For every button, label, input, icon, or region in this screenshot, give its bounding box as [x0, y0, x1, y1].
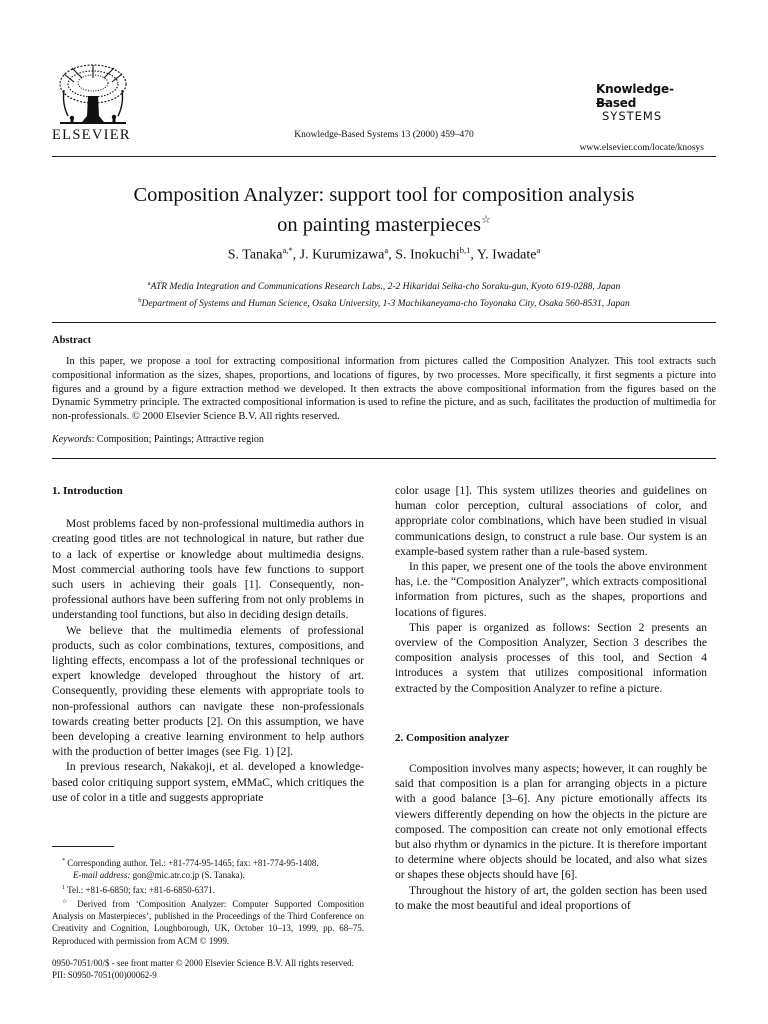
journal-logo — [596, 82, 712, 123]
affiliation-line — [0, 294, 768, 311]
page-footer — [52, 957, 354, 981]
keywords — [52, 434, 264, 445]
footnote-derived-from — [52, 896, 364, 947]
affiliation-line — [0, 277, 768, 294]
section-heading-introduction: 1. Introduction — [52, 485, 123, 497]
email-address[interactable]: gon@mic.atr.co.jp (S. Tanaka). — [130, 870, 245, 881]
author-separator: , — [292, 247, 300, 263]
author-separator: , — [388, 247, 396, 263]
journal-logo-subtitle: SYSTEMS — [602, 109, 663, 123]
title-line-1: Composition Analyzer: support tool for composition analysis — [133, 184, 635, 206]
affiliation-text: Department of Systems and Human Science, Osaka University, 1-3 Machikaneyama-cho Toyonaka City, Osaka 560-8531, Japan — [141, 299, 630, 310]
affiliations — [0, 277, 768, 311]
keywords-label: Keywords — [52, 434, 92, 445]
author-separator: , — [470, 247, 477, 263]
affiliation-text: ATR Media Integration and Communications Research Labs., 2-2 Hikaridai Seika-cho Soraku-gun, Kyoto 619-0288, Japan — [150, 282, 621, 293]
section-heading-composition-analyzer: 2. Composition analyzer — [395, 731, 509, 744]
journal-url[interactable]: www.elsevier.com/locate/knosys — [579, 143, 704, 153]
author-affiliation-mark: a — [384, 245, 389, 255]
paper-title — [60, 183, 708, 238]
author-name: Y. Iwadate — [476, 247, 537, 263]
footnote-divider — [52, 846, 114, 847]
footnote-telephone — [52, 882, 364, 896]
author-affiliation-mark: a — [536, 245, 541, 255]
affiliation-mark: a — [147, 280, 151, 287]
elsevier-tree-icon — [52, 60, 134, 126]
footnote-mark: * — [62, 858, 65, 864]
footnote-mark: 1 — [62, 884, 65, 891]
paragraph: In previous research, Nakakoji, et al. developed a knowledge-based color critiquing support system, eMMaC, which critiques the use of color in a title and suggests appropriate — [52, 761, 364, 804]
affiliation-mark: b — [138, 297, 142, 305]
left-column — [52, 484, 364, 806]
footnotes — [52, 855, 364, 947]
footnote-text: Corresponding author. Tel.: +81-774-95-1465; fax: +81-774-95-1408. — [67, 858, 319, 868]
author-affiliation-mark: a,* — [282, 245, 293, 255]
publisher-name: ELSEVIER — [52, 127, 131, 143]
journal-logo-title: Knowledge-Based — [596, 82, 674, 110]
copyright-line: 0950-7051/00/$ - see front matter © 2000 Elsevier Science B.V. All rights reserved. — [52, 958, 354, 968]
footnote-email — [52, 869, 364, 881]
paragraph: This paper is organized as follows: Section 2 presents an overview of the Composition Analyzer, Section 3 describes the composition analysis processes of this tool, and Section 4 introduces a system that utilizes compositional information extracted by the Composition Analyzer to refine a picture. — [395, 621, 707, 695]
paragraph: In this paper, we present one of the tools the above environment has, i.e. the “Composition Analyzer”, which extracts compositional information from pictures, such as the shapes, proportions and locations of figures. — [395, 561, 707, 619]
paragraph: color usage [1]. This system utilizes theories and guidelines on human color perception, cultural associations of color, and appropriate color combinations, which have been studied in visual communications design, to construct a rule base. Our system is an example-based system rather than a rule-based system. — [395, 485, 707, 558]
footnote-text: Derived from ‘Composition Analyzer: Computer Supported Composition Analysis on Masterpieces’, published in the Proceedings of the Third Conference on Creativity and Cognition, Loughborough, UK, October 10–13, 1999, pp. 68–75. Reproduced with permission from ACM © 1999. — [52, 898, 364, 946]
journal-citation: Knowledge-Based Systems 13 (2000) 459–470 — [294, 130, 474, 140]
email-label: E-mail address: — [73, 870, 131, 881]
paragraph: Most problems faced by non-professional multimedia authors in creating good titles are not technological in nature, but rather due to a lack of expertise or knowledge about multimedia designs. Most commercial authoring tools have few functions to support such users in achieving their goals [1]. Consequently, non-professional authors have been suffering from not only problems in understanding tool functions, but also in deciding design details. — [52, 518, 364, 622]
footnote-text: Tel.: +81-6-6850; fax: +81-6-6850-6371. — [67, 884, 215, 895]
paragraph: Throughout the history of art, the golden section has been used to make the most beautiful and ideal proportions of — [395, 884, 707, 912]
abstract-body: In this paper, we propose a tool for extracting compositional information from pictures called the Composition Analyzer. This tool extracts such compositional information as the sizes, shapes, proportions, and locations of figures, by two processes. More specifically, it first segments a picture into figures and a ground by a figure extraction method we developed. It then extracts the above compositional information from the figures based on the Dynamic Symmetry principle. The extracted compositional information is used to refine the picture, and as such, facilitates the production of multimedia for non-professionals. © 2000 Elsevier Science B.V. All rights reserved. — [52, 356, 716, 423]
author-name: S. Inokuchi — [395, 247, 460, 263]
paragraph: Composition involves many aspects; however, it can roughly be said that composition is a plan for arranging objects in a picture with a good balance [3–6]. Any picture emotionally affects its viewers differently depending on how the objects in the picture are composed. The composition can create not only emotional effects but also rhythm or dynamics in the picture. It is therefore important to determine where objects should be located, and also what sizes or shapes these objects should have [6]. — [395, 763, 707, 882]
journal-logo-rule — [596, 103, 608, 104]
right-column — [395, 484, 707, 914]
footnote-corresponding-author — [52, 855, 364, 869]
author-name: S. Tanaka — [227, 247, 283, 263]
title-footnote-mark: ☆ — [480, 214, 491, 226]
keywords-list: : Composition; Paintings; Attractive region — [91, 434, 264, 445]
pii-line: PII: S0950-7051(00)00062-9 — [52, 970, 157, 980]
abstract-top-divider — [52, 322, 716, 323]
title-line-2: on painting masterpieces — [277, 213, 481, 236]
author-list — [0, 245, 768, 264]
header-divider — [52, 156, 716, 157]
abstract-bottom-divider — [52, 458, 716, 459]
footnote-mark: ☆ — [62, 898, 72, 905]
author-name: J. Kurumizawa — [299, 247, 385, 263]
author-affiliation-mark: b,1 — [459, 245, 471, 255]
paragraph: We believe that the multimedia elements of professional products, such as color combinations, textures, compositions, and lighting effects, encompass a lot of the professional techniques or expert knowledge developed throughout the history of art. Consequently, providing these elements with appropriate tools to non-professional authors can navigate these non-professionals towards creating better products [2]. On this assumption, we have been developing a creative learning environment to help authors with the production of better images (see Fig. 1) [2]. — [52, 624, 364, 759]
abstract-heading: Abstract — [52, 335, 92, 346]
